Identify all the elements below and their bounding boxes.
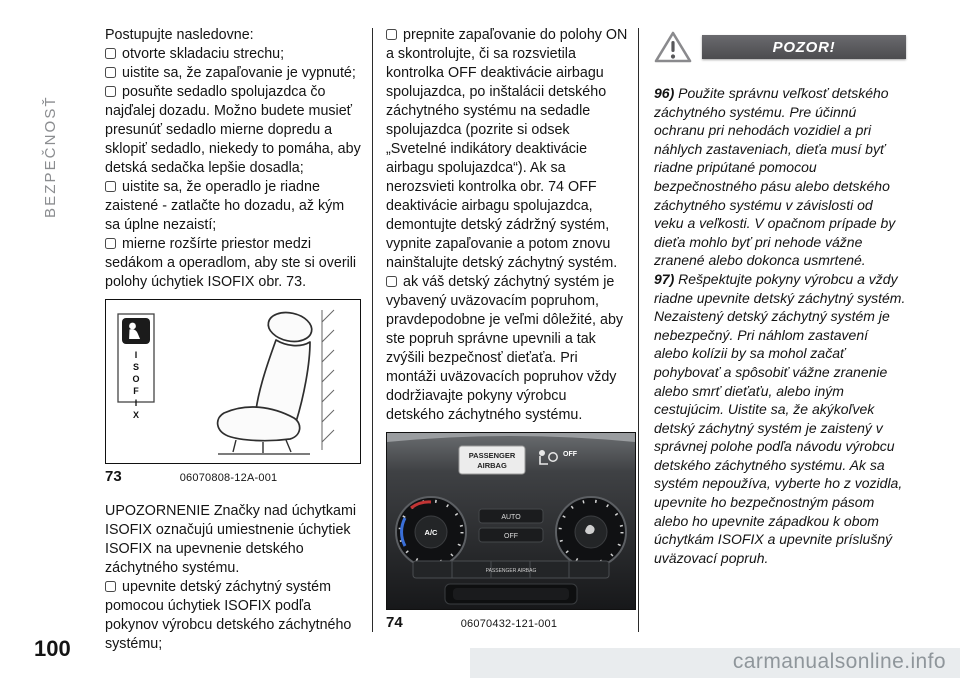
column-2 [386, 26, 628, 648]
button-strip [413, 561, 609, 578]
list-bullet-icon [105, 581, 116, 592]
list-item: upevnite detský záchytný systém pomocou úchytiek ISOFIX podľa pokynov výrobcu detského záchytného systému; [105, 579, 352, 652]
column-divider [372, 28, 373, 632]
figure-number: 73 [105, 468, 122, 485]
list-item: ak váš detský záchytný systém je vybavený uväzovacím popruhom, pravdepodobne je veľmi dôležité, aby ste popruh správne upevnili a tak zvýšili bezpečnosť dieťaťa. Pri montáži uväzovacích popruhov vždy dodržiavajte pokyny výrobcu detského záchytného systému. [386, 274, 624, 423]
off-button-label: OFF [504, 533, 518, 540]
column-divider [638, 28, 639, 632]
page-number: 100 [34, 636, 71, 661]
figure-code: 06070808-12A-001 [179, 472, 278, 484]
list-bullet-icon [386, 276, 397, 287]
strip-label: PASSENGER AIRBAG [485, 568, 537, 574]
climate-panel-photo [387, 433, 635, 609]
list-bullet-icon [105, 48, 116, 59]
list-item: posuňte sedadlo spolujazdca čo najďalej dozadu. Možno budete musieť presunúť sedadlo mierne dopredu a sklopiť sedadlo, niekedy to pomáha, aby detská sedačka lepšie dosadla; [105, 84, 361, 176]
warning-note-97: 97) Rešpektujte pokyny výrobcu a vždy riadne upevnite detský záchytný systém. Nezaistený detský záchytný systém je nebezpečný. Pri náhlom zastavení alebo kolízii by sa mohol začať pohybovať a spôsobiť vážne zranenie alebo smrť dieťaťu, alebo iným cestujúcim. Uistite sa, že akýkoľvek detský záchytný systém je zaistený v správnej polohe podľa návodu výrobcu detského záchytného systému. Ak sa systém nepoužíva, vyberte ho z vozidla, upevnite ho bezpečnostným pásom alebo ho upevnite západkou k obom úchytkám ISOFIX a upevnite príslušný uväzovací popruh. [654, 270, 906, 566]
auto-button-label: AUTO [501, 514, 521, 521]
list-bullet-icon [105, 238, 116, 249]
passenger-airbag-label-line2: AIRBAG [477, 461, 507, 470]
intro-text: Postupujte nasledovne: [105, 27, 254, 43]
watermark: carmanualsonline.info [732, 650, 946, 673]
list-bullet-icon [105, 67, 116, 78]
warning-note-96: 96) Použite správnu veľkosť detského záchytného systému. Pre účinnú ochranu pri nehodách vozidiel a pri náhlych zastaveniach, dieťa musí byť riadne pripútané pomocou bezpečnostného pásu alebo detského záchytného systému v závislosti od veku a veľkosti. V opačnom prípade by dieťa mohlo byť pri nehode vážne zranené alebo dokonca usmrtené. [654, 85, 896, 269]
warning-title-bar [702, 35, 906, 59]
list-item: otvorte skladaciu strechu; [105, 45, 361, 64]
figure-74-image [386, 432, 636, 610]
warning-triangle-icon [654, 30, 692, 64]
figure-caption [105, 467, 361, 488]
isofix-seat-illustration [106, 300, 358, 461]
ac-button-label: A/C [424, 528, 438, 537]
fan-knob-icon [556, 497, 626, 567]
temperature-knob-icon [396, 497, 466, 567]
warning-header [654, 30, 906, 64]
passenger-airbag-label-line1: PASSENGER [468, 451, 516, 460]
warning-title: POZOR! [772, 38, 836, 56]
list-bullet-icon [386, 29, 397, 40]
isofix-badge-label: ISOFIX [131, 350, 141, 422]
list-bullet-icon [105, 181, 116, 192]
list-item: prepnite zapaľovanie do polohy ON a skontrolujte, či sa rozsvietila kontrolka OFF deaktivácie airbagu spolujazdca, po inštalácii detského záchytného systému na sedadle spolujazdca (pozrite si odsek „Svetelné indikátory deaktivácie airbagu spolujazdca“). Ak sa nerozsvieti kontrolka obr. 74 OFF deaktivácie airbagu spolujazdca, demontujte detský zádržný systém, vypnite zapaľovanie a potom znovu nainštalujte detský záchytný systém. [386, 27, 628, 271]
list-item: uistite sa, že zapaľovanie je vypnuté; [105, 64, 361, 83]
column-3 [654, 26, 906, 567]
list-bullet-icon [105, 86, 116, 97]
figure-code: 06070432-121-001 [460, 618, 558, 630]
list-item: uistite sa, že operadlo je riadne zaistené - zatlačte ho dozadu, až kým sa úplne nezaistí; [105, 179, 345, 233]
caution-note: UPOZORNENIE Značky nad úchytkami ISOFIX označujú umiestnenie úchytiek ISOFIX na upevnenie detského záchytného systému. [105, 503, 357, 576]
figure-number: 74 [386, 614, 403, 631]
figure-caption [386, 613, 628, 634]
figure-73-image [105, 299, 361, 464]
section-tab: BEZPEČNOSŤ [42, 95, 59, 218]
column-1 [105, 26, 361, 654]
list-item: mierne rozšírte priestor medzi sedákom a operadlom, aby ste si overili polohy úchytiek ISOFIX obr. 73. [105, 236, 357, 290]
warning-notes [654, 84, 906, 567]
telltale-off-text: OFF [563, 451, 577, 458]
